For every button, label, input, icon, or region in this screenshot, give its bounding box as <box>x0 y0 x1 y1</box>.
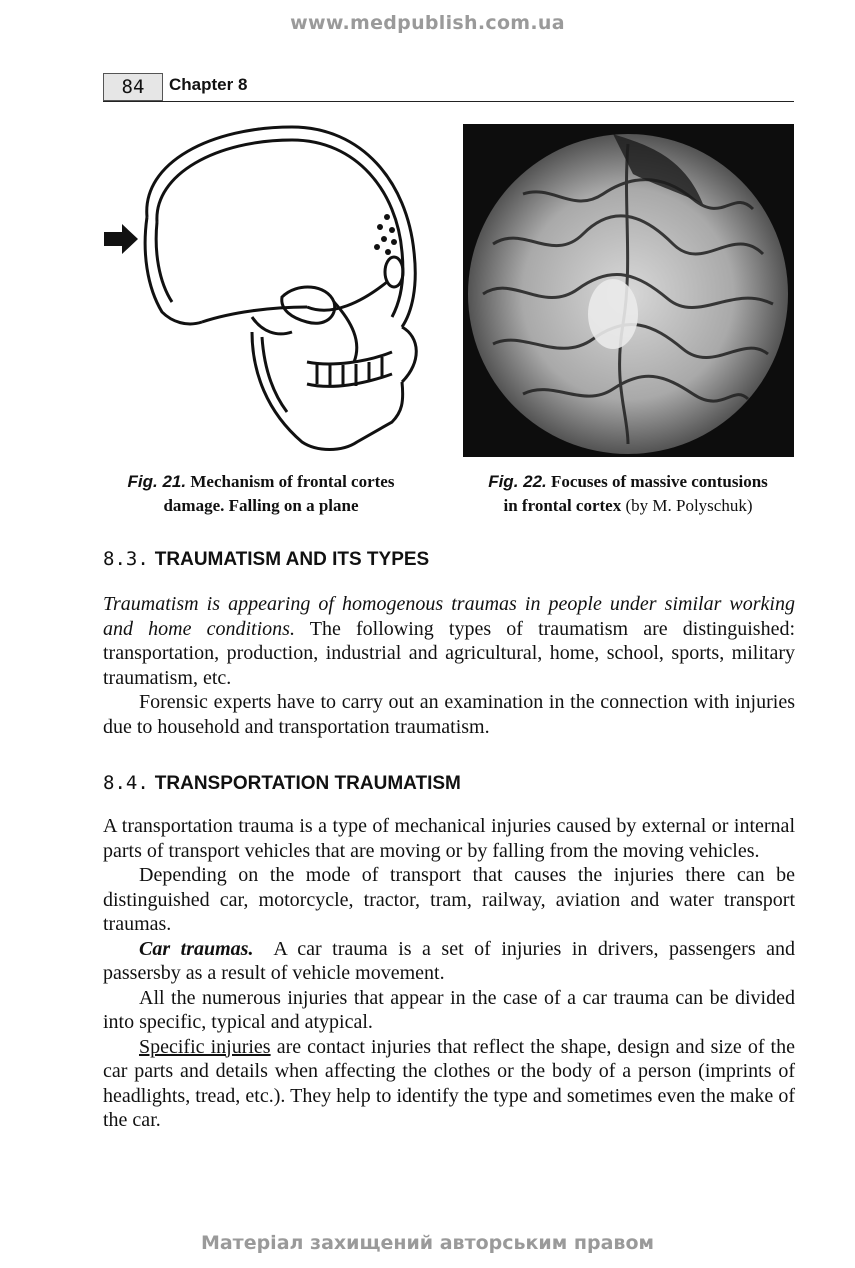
section-83-title: TRAUMATISM AND ITS TYPES <box>154 549 430 570</box>
copyright-footer: Матеріал захищений авторським правом <box>200 1232 655 1254</box>
car-traumas-heading: Car traumas. <box>139 937 254 960</box>
fig21-caption <box>100 470 422 518</box>
fig22-label: Fig. 22. <box>488 472 547 491</box>
fig21-caption-line1: Mechanism of frontal cortes <box>190 472 395 491</box>
skull-illustration <box>102 122 422 457</box>
specific-injuries-term: Specific injuries <box>139 1035 271 1058</box>
injury-classes-paragraph: All the numerous injuries that appear in the case of a car trauma can be divided into specific, typical and atypical. <box>103 986 795 1033</box>
specific-injuries-definition: are contact injuries that reflect the shape, design and size of the car parts and details when affecting the clothes or the body of a person (imprints of headlights, tread, etc.). They help to identify the type and sometimes even the make of the car. <box>103 1035 795 1131</box>
section-84-number: 8.4. <box>103 772 149 794</box>
section-83-number: 8.3. <box>103 548 149 570</box>
section-83-heading <box>103 548 429 571</box>
fig22-caption-line1: Focuses of massive contusions <box>551 472 768 491</box>
transport-modes-paragraph: Depending on the mode of transport that causes the injuries there can be distinguished car, motorcycle, tractor, tram, railway, aviation and water transport traumas. <box>103 864 795 935</box>
forensic-paragraph: Forensic experts have to carry out an examination in the connection with injuries due to household and transportation traumatism. <box>103 691 795 738</box>
site-url: www.medpublish.com.ua <box>290 12 565 34</box>
section-84-heading <box>103 772 461 795</box>
page-number: 84 <box>103 73 163 101</box>
fig21-caption-line2: damage. Falling on a plane <box>163 496 359 515</box>
traumatism-definition: Traumatism is appearing of homogenous traumas in people under similar working and home conditions. <box>103 593 795 640</box>
transport-trauma-definition: A transportation trauma is a type of mechanical injuries caused by external or internal parts of transport vehicles that are moving or by falling from the moving vehicles. <box>103 815 795 862</box>
section-84-body <box>103 814 795 1133</box>
traumatism-types: The following types of traumatism are distinguished: transportation, production, industrial and agricultural, home, school, sports, military traumatism, etc. <box>103 617 796 689</box>
fig22-caption-credit: (by M. Polyschuk) <box>625 496 753 515</box>
section-84-title: TRANSPORTATION TRAUMATISM <box>154 773 461 794</box>
car-trauma-definition: A car trauma is a set of injuries in drivers, passengers and passersby as a result of vehicle movement. <box>103 937 795 984</box>
page-header <box>103 73 794 102</box>
impact-arrow-icon <box>104 224 138 254</box>
chapter-title: Chapter 8 <box>169 75 248 94</box>
fig21-label: Fig. 21. <box>127 472 187 491</box>
fig22-caption <box>458 470 798 518</box>
brain-photo <box>463 124 794 457</box>
fig22-caption-bold: in frontal cortex <box>503 496 622 515</box>
section-83-body <box>103 592 795 739</box>
